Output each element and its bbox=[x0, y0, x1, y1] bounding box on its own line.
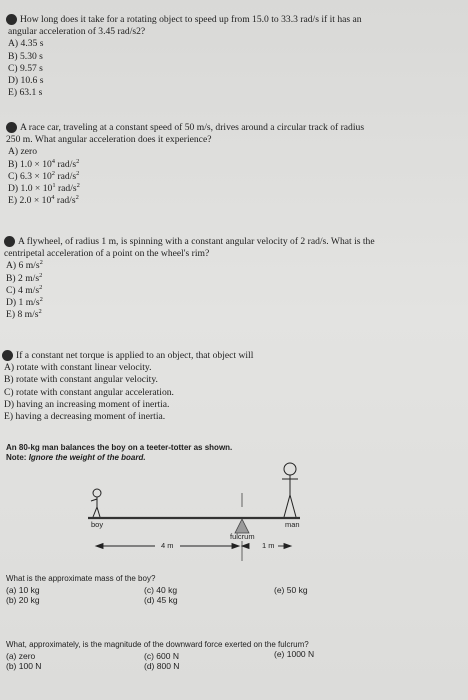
unit: rad/s bbox=[54, 195, 76, 207]
option-a: A) rotate with constant linear velocity. bbox=[4, 362, 152, 374]
choice-a: (a) 10 kg bbox=[6, 585, 40, 595]
choice-e: (e) 1000 N bbox=[274, 649, 315, 659]
exponent: 2 bbox=[39, 283, 43, 291]
exponent: 4 bbox=[51, 194, 55, 202]
man-label: man bbox=[285, 520, 300, 529]
option-d: D) having an increasing moment of inertia. bbox=[4, 398, 170, 410]
choice-a: (a) zero bbox=[6, 651, 36, 661]
question-4-line-1: If a constant net torque is applied to an object, that object will bbox=[16, 350, 254, 361]
option-b bbox=[4, 273, 468, 285]
option-c: C) 9.57 s bbox=[8, 62, 43, 74]
exponent: 2 bbox=[39, 271, 43, 279]
question-5-choices bbox=[6, 573, 446, 613]
unit: rad/s bbox=[55, 158, 77, 170]
option-label: D) 1 m/s bbox=[6, 297, 40, 309]
unit: rad/s bbox=[55, 183, 77, 195]
choice-c: (c) 600 N bbox=[144, 651, 179, 661]
exponent: 4 bbox=[51, 157, 56, 165]
question-number-badge bbox=[6, 14, 17, 25]
unit-exponent: 2 bbox=[75, 194, 79, 202]
question-5-text: What is the approximate mass of the boy? bbox=[6, 574, 156, 583]
exponent: 2 bbox=[51, 169, 56, 177]
question-2-line-2: 250 m. What angular acceleration does it experience? bbox=[6, 134, 212, 146]
option-c: C) rotate with constant angular acceleration. bbox=[4, 386, 174, 398]
option-c bbox=[4, 285, 468, 297]
option-b: B) 5.30 s bbox=[8, 50, 43, 62]
option-e: E) 63.1 s bbox=[8, 87, 43, 99]
question-3-line-1: A flywheel, of radius 1 m, is spinning with a constant angular velocity of 2 rad/s. What is the bbox=[18, 236, 375, 247]
unit: rad/s bbox=[55, 170, 77, 182]
question-3 bbox=[4, 236, 468, 321]
choice-d: (d) 45 kg bbox=[144, 595, 178, 605]
option-label: B) 1.0 × 10 bbox=[8, 158, 52, 170]
question-1-line-2-text: angular acceleration of 3.45 rad/s2? bbox=[8, 26, 146, 38]
option-d bbox=[4, 297, 468, 309]
man-figure bbox=[282, 463, 298, 517]
option-e: E) having a decreasing moment of inertia. bbox=[4, 411, 166, 423]
option-label: E) 2.0 × 10 bbox=[8, 195, 52, 207]
unit-exponent: 2 bbox=[76, 182, 80, 190]
option-a: A) 4.35 s bbox=[8, 38, 44, 50]
question-6-choices bbox=[6, 639, 446, 679]
question-number-badge bbox=[2, 350, 13, 361]
note-label: Note: bbox=[6, 453, 27, 462]
option-label: C) 4 m/s bbox=[6, 284, 40, 296]
unit-exponent: 2 bbox=[76, 169, 80, 177]
choice-d: (d) 800 N bbox=[144, 661, 180, 671]
fulcrum-triangle bbox=[235, 519, 249, 533]
option-e bbox=[6, 195, 468, 207]
option-e bbox=[4, 309, 468, 321]
option-label: E) 8 m/s bbox=[6, 309, 39, 321]
option-label: B) 2 m/s bbox=[6, 272, 40, 284]
option-d: D) 10.6 s bbox=[8, 75, 44, 87]
option-a bbox=[4, 260, 468, 272]
option-b: B) rotate with constant angular velocity. bbox=[4, 374, 158, 386]
option-c bbox=[6, 171, 468, 183]
option-a: A) zero bbox=[8, 146, 38, 158]
option-label: A) 6 m/s bbox=[6, 260, 40, 272]
question-2 bbox=[6, 122, 468, 207]
boy-figure bbox=[91, 489, 101, 517]
question-3-line-2: centripetal acceleration of a point on the wheel's rim? bbox=[4, 248, 210, 260]
option-label: D) 1.0 × 10 bbox=[8, 183, 53, 195]
question-1-stem bbox=[6, 14, 468, 26]
teeter-totter-diagram bbox=[0, 455, 468, 575]
right-distance-label: 1 m bbox=[262, 541, 275, 550]
choice-b: (b) 20 kg bbox=[6, 595, 40, 605]
choice-b: (b) 100 N bbox=[6, 661, 42, 671]
unit-exponent: 2 bbox=[76, 157, 80, 165]
question-number-badge bbox=[6, 122, 17, 133]
question-6-text: What, approximately, is the magnitude of the downward force exerted on the fulcrum? bbox=[6, 640, 309, 649]
exponent: 1 bbox=[52, 182, 56, 190]
choice-e: (e) 50 kg bbox=[274, 585, 308, 595]
question-4-stem bbox=[2, 350, 468, 362]
exponent: 2 bbox=[38, 308, 42, 316]
question-1-line-2 bbox=[6, 26, 468, 38]
question-2-stem bbox=[6, 122, 468, 134]
question-number-badge bbox=[4, 236, 15, 247]
question-1-line-1: How long does it take for a rotating object to speed up from 15.0 to 33.3 rad/s if it has an bbox=[20, 14, 362, 25]
question-4 bbox=[2, 350, 468, 423]
exponent: 2 bbox=[39, 296, 43, 304]
exponent: 2 bbox=[39, 259, 43, 267]
question-3-stem bbox=[4, 236, 468, 248]
note-text: Ignore the weight of the board. bbox=[28, 453, 146, 462]
option-label: C) 6.3 × 10 bbox=[8, 170, 52, 182]
intro-text: An 80-kg man balances the boy on a teeter-totter as shown. bbox=[6, 443, 233, 452]
choice-c: (c) 40 kg bbox=[144, 585, 178, 595]
question-1 bbox=[6, 14, 468, 99]
left-distance-label: 4 m bbox=[161, 541, 174, 550]
fulcrum-label: fulcrum bbox=[230, 532, 255, 541]
question-2-line-1: A race car, traveling at a constant speed of 50 m/s, drives around a circular track of radius bbox=[20, 122, 365, 133]
boy-label: boy bbox=[91, 520, 104, 529]
